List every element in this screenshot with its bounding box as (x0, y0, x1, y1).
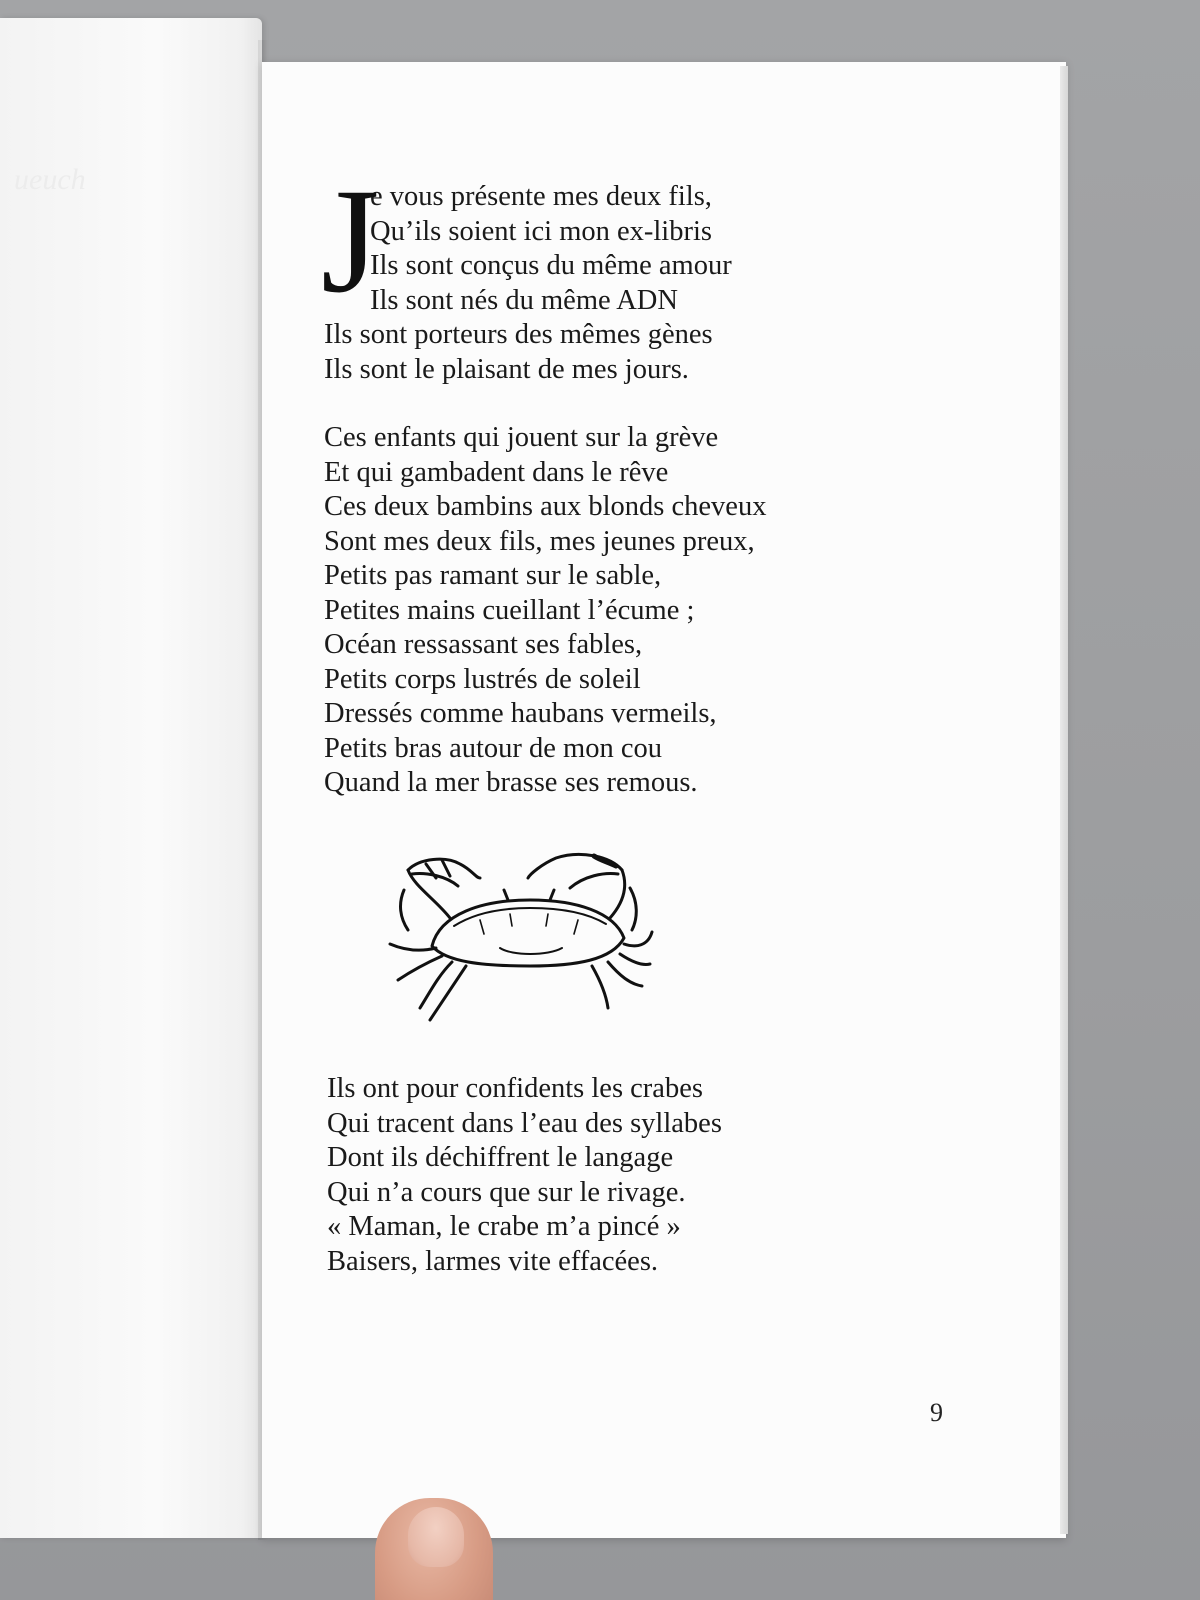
poem-line: Et qui gambadent dans le rêve (324, 456, 669, 488)
poem-line: Dressés comme haubans vermeils, (324, 698, 717, 729)
left-page (0, 18, 262, 1538)
poem-line: Ils sont porteurs des mêmes gènes (324, 319, 713, 350)
poem-line: e vous présente mes deux fils, (370, 181, 712, 212)
stanza-3 (327, 1072, 947, 1279)
poem-line: Ils sont conçus du même amour (370, 250, 732, 281)
poem-line: Qu’ils soient ici mon ex-libris (370, 215, 712, 247)
poem (321, 158, 944, 801)
poem-line: « Maman, le crabe m’a pincé » (327, 1211, 681, 1242)
poem-line: Petits pas ramant sur le sable, (324, 560, 662, 591)
poem-line: Petites mains cueillant l’écume ; (324, 594, 695, 626)
poem-line: Petits corps lustrés de soleil (324, 663, 641, 695)
poem-line: Océan ressassant ses fables, (324, 629, 643, 660)
poem-line: Sont mes deux fils, mes jeunes preux, (324, 525, 755, 557)
poem-line: Dont ils déchiffrent le langage (327, 1142, 674, 1173)
poem-line: Ils sont nés du même ADN (370, 284, 678, 316)
left-page-ghost-text: ueuch (14, 163, 86, 196)
poem-line: Qui n’a cours que sur le rivage. (327, 1176, 686, 1208)
poem-line: Petits bras autour de mon cou (324, 732, 662, 764)
drop-cap: J (321, 158, 380, 324)
drop-cap-block (321, 158, 944, 324)
stanza-1 (321, 158, 944, 387)
poem-line: Ils ont pour confidents les crabes (327, 1073, 703, 1104)
thumbnail (408, 1507, 464, 1567)
page-number: 9 (930, 1398, 943, 1427)
poem-line: Baisers, larmes vite effacées. (327, 1245, 659, 1277)
page-edge (1060, 66, 1068, 1534)
poem-line: Ces deux bambins aux blonds cheveux (324, 491, 767, 522)
poem-line: Qui tracent dans l’eau des syllabes (327, 1107, 722, 1139)
stanza-2 (324, 421, 944, 801)
poem-line: Ces enfants qui jouent sur la grève (324, 422, 719, 453)
poem-line: Ils sont le plaisant de mes jours. (324, 353, 689, 385)
crab-icon (380, 848, 680, 1048)
poem-line: Quand la mer brasse ses remous. (324, 767, 698, 798)
drop-cap-lines (324, 180, 944, 318)
